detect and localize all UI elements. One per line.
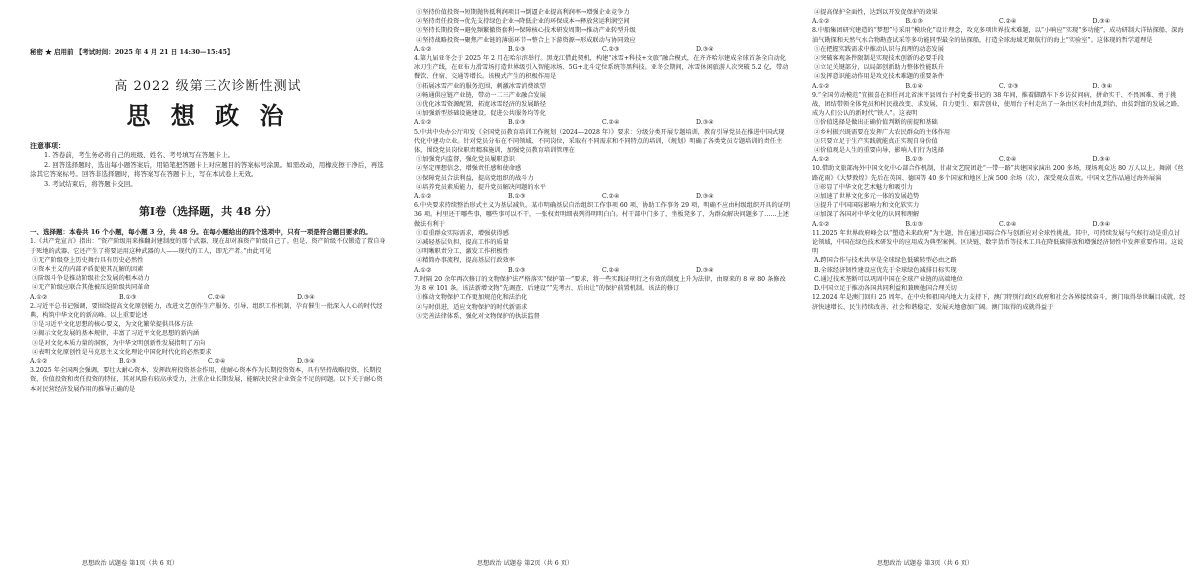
choice-b: B.①③ [905, 18, 924, 26]
choice-c: C.②④ [999, 156, 1017, 164]
question-option: ①拓展冰雪产业的服务范围，刺激冰雪消费欲望 [416, 82, 546, 90]
question-option: ③只要立足于生产实践就能真正实现自身价值 [814, 137, 938, 145]
question-option: C.通过技术垄断可以巩固中国在全球产业链的高端地位 [814, 275, 963, 283]
choice-b: B.①③ [508, 193, 526, 201]
question-option: ③保障党员合法利益，提高党组织的战斗力 [416, 174, 534, 182]
question-option: ④无产阶级应联合其他被压迫阶级共同革命 [32, 284, 150, 292]
question-option: ④表明文化原创性是马克思主义文化理论中国化时代化的必然要求 [32, 348, 212, 356]
question-option: ④加深了各国对中华文化的认同和理解 [814, 211, 920, 219]
question-7-stem: 7.时隔 20 余年再次修订的文物保护法严格落实“保护第一”要求，将一些实践证明行之有效的制度上升为法律，由原来的 8 章 80 条修改为 8 章 101 条。该法新增文物“先调查、后建设”“先考古、后出让”的保护前置机制。该法的修订 [414, 275, 786, 293]
answer-choices [812, 82, 1186, 91]
exam-page-2 [400, 0, 800, 573]
choice-d: D. ③④ [1092, 82, 1113, 90]
question-2-stem: 2.习近平总书记强调，要围绕提高文化原创能力，改进文艺创作生产服务、引导、组织工作机制，孕育催生一批深入人心的时代经典，构筑中华文化的新高峰。以上重要论述 [30, 302, 383, 319]
choice-c: C.②④ [602, 193, 620, 201]
choice-c: C.②④ [999, 18, 1017, 26]
exam-page-1 [0, 0, 400, 573]
question-option: ②突破客观条件限制是实现技术创新的必要手段 [814, 55, 944, 63]
part-title: 第Ⅰ卷（选择题，共 48 分） [138, 205, 278, 219]
choice-b: B.①④ [905, 82, 924, 90]
question-option: ①彰显了中华文化艺术魅力和吸引力 [814, 183, 913, 191]
answer-choices [414, 266, 790, 275]
choice-b: B.①③ [119, 358, 137, 366]
question-4-stem: 4.第九届亚冬会于 2025 年 2 月在哈尔滨举行。黑龙江借此契机，构建“冰雪+科技+文旅”融合模式，在齐齐哈尔建成全球首条全自动化冰刀生产线，在亚布力滑雪场打造世界级引入智能冰场、5G+北斗定位系统等黑科技。亚冬会期间，冰雪休闲旅游人次突破 5.2 亿，带动餐饮、住宿、交通等增长。该模式产生的积极作用是 [414, 55, 789, 81]
page-footer: 思想政治 试题卷 第2页（共 6 页） [476, 560, 574, 567]
question-option: ④坚持战略投资→聚焦产业链的薄弱环节→整合上下游资源→形成联动与协同效应 [416, 36, 636, 44]
question-option: ④提高保护全面性，达到以开发促保护的效果 [814, 9, 938, 16]
question-option: ①在把握实践需求中推动认识与真理的动态发展 [814, 45, 944, 53]
choice-d: D.③④ [297, 358, 315, 366]
exam-title: 高 2022 级第三次诊断性测试 [114, 79, 302, 94]
choice-c: C. ②③ [999, 82, 1019, 90]
question-option: ④价值观是人生的重要向导，影响人们行为选择 [814, 147, 944, 155]
answer-choices [812, 155, 1186, 164]
choice-c: C.②④ [208, 293, 226, 301]
question-option: ②资本主义的内部矛盾促使其瓦解的因素 [32, 265, 144, 273]
choice-a: A.①② [414, 266, 432, 274]
question-11-stem: 11.2025 年世界政府峰会以“塑造未来政府”为主题，旨在通过国际合作与创新应对全球性挑战。其中，可持续发展与气候行动是重点讨论领域，中国在绿色技术研发中的应用成为典型案例。区块链、数字货币等技术工具在降低碳排放和增强经济韧性中发挥重要作用。这说明 [812, 229, 1184, 256]
question-option: ③提升了中国国际影响力和文化软实力 [814, 202, 920, 210]
notice-item: 2. 回答选择题时，选出每小题答案后，用铅笔把答题卡上对应题目的答案标号涂黑。如需改动，用橡皮擦干净后，再选涂其它答案标号。回答非选择题时，将答案写在答题卡上，写在本试卷上无效。 [30, 160, 384, 179]
answer-choices [414, 192, 790, 201]
choice-a: A.①② [812, 18, 830, 26]
choice-d: D.③④ [1092, 156, 1111, 164]
question-option: ②减轻基层负担，提高工作的质量 [416, 239, 509, 247]
page-footer: 思想政治 试题卷 第1页（共 6 页） [81, 560, 179, 567]
choice-a: A.①② [812, 220, 830, 228]
choice-c: C.②③ [602, 45, 620, 53]
question-option: ③完善法律体系，强化对文物保护的执法监督 [416, 312, 540, 320]
answer-choices [30, 293, 386, 302]
notice-title: 注意事项： [30, 141, 65, 150]
question-option: ②畅通供应链产业链，带动一二三产业融合发展 [416, 91, 546, 99]
question-5-stem: 5.中共中央办公厅印发《全国党员教育培训工作规划（2024—2028 年）》要求：分级分类开展专题培训，教育引导党员在推进中国式现代化中建功立业。针对党员分布在不同领域、不同岗位，采取有不同需求和不同特点的培训，《规划》明确了各类党员专题培训的责任主体，围绕党员岗位职责精准施训，加强党员教育培训管理在 [414, 128, 785, 155]
question-option: ②揭示文化发展的基本规律，丰富了习近平文化思想的新内涵 [32, 330, 200, 338]
section-header: 一、选择题：本卷共 16 个小题，每小题 3 分，共 48 分。在每小题给出的四个选项中，只有一项是符合题目要求的。 [30, 228, 372, 237]
choice-a: A.①② [812, 156, 830, 164]
subject-title: 思 想 政 治 [126, 101, 290, 130]
question-option: ①加强党内监督，强化党员履职意识 [416, 156, 515, 164]
question-option: ③优化冰雪资源配置，拓宽冰雪经济的发展路径 [416, 101, 546, 109]
choice-c: C.②④ [602, 266, 620, 274]
choice-d: D.③④ [696, 45, 714, 53]
choice-b: B.①③ [508, 266, 526, 274]
page-footer: 思想政治 试题卷 第3页（共 6 页） [876, 560, 974, 567]
answer-choices [414, 45, 790, 54]
question-6-stem: 6.中央要求持续整治形式主义为基层减负。某市明确基层自治组织工作事项 60 项、协助工作事务 29 项，明确不应由村级组织开具的证明 36 项。村里还干哪些事，哪些事可以不干，一张权责明细表列得明明白白。村干部中门多了，坐板凳多了，为群众解决问题多了……上述做法有利于 [414, 202, 791, 228]
choice-a: A.①② [414, 45, 432, 53]
choice-d: D.③④ [696, 193, 714, 201]
question-1-stem: 1.《共产党宣言》指出：“资产阶级用来推翻封建制度的那个武器，现在却对准资产阶级自己了。但是，资产阶级不仅锻造了置自身于死地的武器，它还产生了将要运用这种武器的人——现代的工人，即无产者。”由此可见 [30, 238, 386, 255]
question-option: ②坚持责任投资→优先支持绿色企业→降低企业的环保成本→释放营运利润空间 [416, 18, 630, 26]
question-12-stem: 12.2024 年是澳门回归 25 周年。在中央和祖国内地大力支持下，澳门特别行政区政府和社会各界接续奋斗，澳门取得举世瞩目成就，经济快速增长、民生持续改善、社会和谐稳定、发展天地愈加广阔。澳门取得的成就得益于 [812, 294, 1186, 311]
question-option: ④发挥意识能动作用是攻克技术难题的重要条件 [814, 73, 944, 81]
choice-a: A.①② [30, 358, 48, 366]
choice-b: B.①③ [119, 293, 137, 301]
choice-d: D.③④ [696, 266, 714, 274]
choice-c: C.②④ [602, 119, 620, 127]
notice-item: 3. 考试结束后，将答题卡交回。 [44, 179, 137, 188]
question-option: ④加强新型基础设施建设，促进公共服务均等化 [416, 110, 546, 118]
exam-page-3 [800, 0, 1200, 573]
answer-choices [414, 118, 790, 127]
question-option: B.全球经济韧性建设应优先于全球绿色减排目标实现 [814, 266, 957, 274]
question-option: ②与时俱进，适应文物保护的时代新需求 [416, 303, 528, 311]
question-option: ①推动文物保护工作更加规范化和法治化 [416, 294, 528, 302]
question-option: ④精简办事流程，提高基层行政效率 [416, 257, 515, 265]
choice-c: C.②④ [208, 358, 226, 366]
question-option: ④培养党员素质能力，提升党员解决问题的水平 [416, 183, 546, 191]
choice-d: D.③④ [1092, 18, 1111, 26]
choice-a: A.①② [414, 119, 432, 127]
confidential-line: 秘密 ★ 启用前 【考试时间：2025 年 4 月 21 日 14:30—15:45】 [30, 48, 234, 56]
choice-d: D.③④ [297, 293, 315, 301]
question-option: ①坚持价值投资→短期抛售抵利润项目→倒逼企业提高利润率→增强企业竞争力 [416, 9, 630, 16]
choice-a: A.①② [812, 82, 830, 90]
question-option: ②加速了世界文化多元一体的发展趋势 [814, 193, 920, 201]
answer-choices [812, 220, 1186, 229]
notice-item: 1. 答卷前，考生务必将自己的班级、姓名、考号填写在答题卡上。 [44, 151, 235, 159]
choice-d: D.③④ [696, 119, 714, 127]
question-option: ①无产阶级登上历史舞台具有历史必然性 [32, 256, 144, 264]
choice-b: B.①③ [508, 119, 526, 127]
choice-b: B.①③ [905, 156, 924, 164]
choice-b: B.①③ [508, 45, 526, 53]
question-option: ②坚定理想信念，增强责任感和使命感 [416, 165, 522, 173]
answer-choices [30, 357, 386, 366]
question-3-stem: 3.2025 年全国两会强调，要壮大耐心资本，发挥政府投资基金作用，使耐心资本作为长期投资资本，具有坚持战略投资、长期投资、价值投资和责任投资的特征，其对风险有较高承受力，注重企业长期发展，能解决民营企业资金不足的问题。以下关于耐心资本对民营经济发展作用的推导正确的是 [30, 367, 383, 393]
question-option: ③是对文化本质力量的洞察，为中华文明创新性发展指明了方向 [32, 339, 206, 347]
answer-choices [812, 17, 1186, 26]
choice-d: D.③④ [1092, 220, 1111, 228]
question-8-stem: 8.中船集团研究建造的“梦想”号采用“模块化”设计理念，攻克多项世界技术难题，以“小响应”实现“多功能”，成功研制大洋钻探船、深海油气勘探和天然气水合物勘查试采等多功能同型最全的钻探船，打造全球海域无限航行的海上“实验室”。这体现的哲学道理是 [812, 27, 1184, 44]
choice-a: A.①② [414, 193, 432, 201]
question-option: ③阶级斗争是推动阶级社会发展的根本动力 [32, 275, 150, 283]
question-10-stem: 10.借助文旅部海外中国文化中心部合作机制，甘肃文艺院团赴“一带一路”共建国家演出 200 多场，现场观众达 80 万人以上。舞剧《丝路花雨》《大梦敦煌》先后在英国、德国等 40 多个国家和地区上演 500 余场（次），深受观众喜欢。中国文艺作品通过海外展演 [812, 165, 1184, 182]
question-option: ①价值选择是做出正确价值判断的前提和基础 [814, 119, 938, 127]
choice-c: C.②④ [999, 220, 1017, 228]
question-option: ②乡村振兴既需要在发挥广大农民群众的主体作用 [814, 128, 951, 136]
question-option: ①看重群众实际需求，增强获得感 [416, 229, 509, 237]
question-option: D.中国立足于推动各国共同利益和兼顾他国合理关切 [814, 285, 957, 293]
question-option: ③立足关键部分，以局部创新助力整体性能跃升 [814, 64, 944, 72]
question-option: A.跨国合作与技术共享是全球绿色低碳转型必由之路 [814, 257, 957, 265]
question-option: ③坚持长期投资→避免频繁撤资套利→保障核心技术研发周期→推动产业转型升级 [416, 27, 636, 35]
question-option: ③明晰职责分工，激发工作积极性 [416, 248, 509, 256]
choice-b: B.①③ [905, 220, 924, 228]
question-option: ①是习近平文化思想的核心要义，为文化繁荣提供具体方法 [32, 321, 193, 329]
choice-a: A.①② [30, 293, 48, 301]
question-9-stem: 9.“全国劳动模范”宜振喜在担任河北省涞平县周台子村党委书记的 38 年间，推着脚踏车下乡访贫问病，拼命实干、不畏困难、勇于挑战，团结带领全体党员和村民战改变、求发展，自力更生、艰苦创业，使周台子村走出了一条由区农村由乱到治、由贫到富的发展之路，成为人们公认的新时代“铁人”。这表明 [812, 91, 1184, 118]
